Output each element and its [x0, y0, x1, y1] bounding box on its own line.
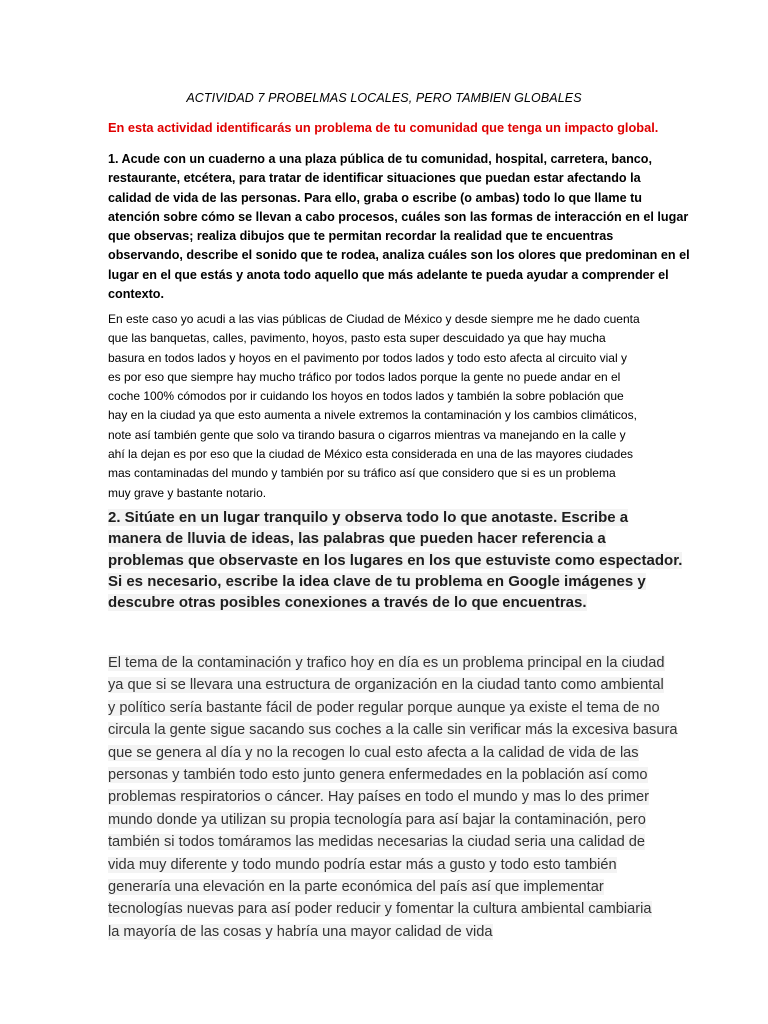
answer-1-line: En este caso yo acudi a las vias públicas de Ciudad de México y desde siempre me he dado cuenta	[108, 312, 640, 326]
question-2-line: manera de lluvia de ideas, las palabras que pueden hacer referencia a	[108, 530, 606, 548]
answer-1-line: mas contaminadas del mundo y también por su tráfico así que considero que si es un problema	[108, 466, 616, 481]
answer-1-line: coche 100% cómodos por ir cuidando los hoyos en todos lados y también la sobre población que	[108, 389, 624, 404]
answer-2-line: El tema de la contaminación y trafico hoy en día es un problema principal en la ciudad	[108, 655, 665, 671]
answer-2-line: la mayoría de las cosas y habría una mayor calidad de vida	[108, 923, 493, 940]
answer-2-line: tecnologías nuevas para así poder reducir y fomentar la cultura ambiental cambiaria	[108, 901, 652, 918]
answer-2-line: también si todos tomáramos las medidas necesarias la ciudad seria una calidad de	[108, 834, 646, 851]
question-1-line: calidad de vida de las personas. Para ello, graba o escribe (o ambas) todo lo que llame tu	[108, 190, 642, 205]
answer-1-line: ahí la dejan es por eso que la ciudad de México esta considerada en una de las mayores ciudades	[108, 447, 634, 462]
answer-1-line: que las banquetas, calles, pavimento, hoyos, pasto esta super descuidado ya que hay mucha	[108, 331, 606, 346]
question-2	[108, 507, 683, 613]
question-1-line: contexto.	[108, 287, 164, 302]
question-1-line: atención sobre cómo se llevan a cabo procesos, cuáles son las formas de interacción en el lugar	[108, 209, 689, 224]
question-1	[108, 150, 690, 304]
question-2-line: descubre otras posibles conexiones a través de lo que encuentras.	[108, 594, 587, 612]
question-1-line: lugar en el que estás y anota todo aquello que más adelante te pueda ayudar a comprender el	[108, 267, 669, 282]
answer-2-line: circula la gente sigue sacando sus coches a la calle sin verificar más la excesiva basura	[108, 722, 678, 739]
question-2-line: Si es necesario, escribe la idea clave de tu problema en Google imágenes y	[108, 572, 646, 590]
answer-1-line: hay en la ciudad ya que esto aumenta a nivele extremos la contaminación y los cambios climáticos,	[108, 408, 637, 423]
answer-2-line: ya que si se llevara una estructura de organización en la ciudad tanto como ambiental	[108, 677, 664, 694]
answer-1	[108, 310, 668, 503]
question-1-line: que observas; realiza dibujos que te permitan recordar la realidad que te encuentras	[108, 229, 614, 244]
page-title: ACTIVIDAD 7 PROBELMAS LOCALES, PERO TAMBIEN GLOBALES	[186, 91, 582, 105]
answer-2-line: problemas respiratorios o cáncer. Hay países en todo el mundo y mas lo des primer	[108, 789, 650, 806]
answer-2-line: que se genera al día y no la recogen lo cual esto afecta a la calidad de vida de las	[108, 744, 639, 761]
question-2-line: problemas que observaste en los lugares en los que estuviste como espectador.	[108, 551, 683, 569]
answer-2-line: vida muy diferente y todo mundo podría estar más a gusto y todo esto también	[108, 856, 617, 873]
answer-1-line: note así también gente que solo va tirando basura o cigarros mientras va manejando en la calle y	[108, 427, 626, 442]
answer-1-line: muy grave y bastante notario.	[108, 485, 267, 500]
answer-2-line: mundo donde ya utilizan su propia tecnología para así bajar la contaminación, pero	[108, 811, 646, 828]
answer-1-line: basura en todos lados y hoyos en el pavimento por todos lados y todo esto afecta al circuito vial y	[108, 350, 627, 365]
answer-2-line: generaría una elevación en la parte económica del país así que implementar	[108, 879, 604, 896]
question-2-line: 2. Sitúate en un lugar tranquilo y observa todo lo que anotaste. Escribe a	[108, 509, 629, 526]
activity-intro: En esta actividad identificarás un problema de tu comunidad que tenga un impacto global.	[108, 120, 659, 135]
question-1-line: restaurante, etcétera, para tratar de identificar situaciones que puedan estar afectando la	[108, 171, 641, 186]
answer-2-line: y político sería bastante fácil de poder regular porque aunque ya existe el tema de no	[108, 699, 660, 716]
question-1-line: 1. Acude con un cuaderno a una plaza pública de tu comunidad, hospital, carretera, banco,	[108, 152, 652, 166]
answer-2	[108, 652, 678, 943]
question-1-line: observando, describe el sonido que te rodea, analiza cuáles son los olores que predominan en el	[108, 248, 690, 263]
answer-1-line: es por eso que siempre hay mucho tráfico por todos lados porque la gente no puede andar en el	[108, 369, 621, 384]
answer-2-line: personas y también todo esto junto genera enfermedades en la población así como	[108, 767, 648, 784]
